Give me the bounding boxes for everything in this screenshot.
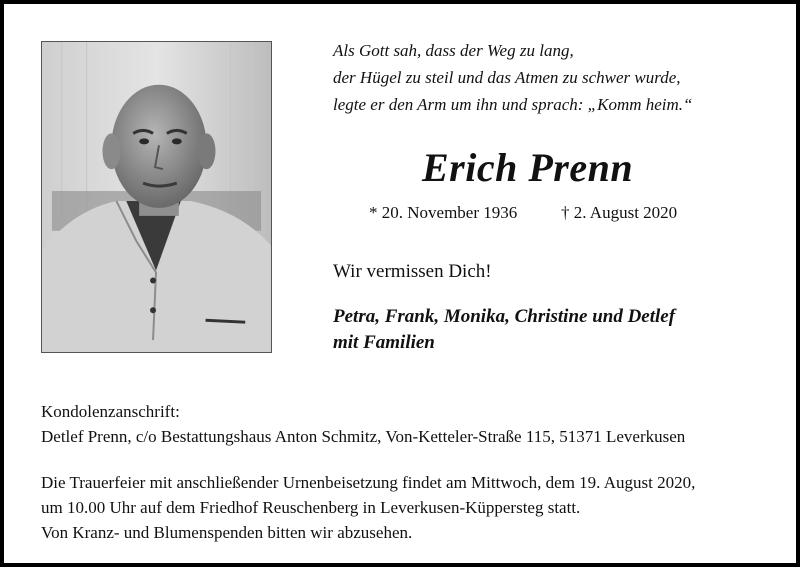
death-date: † 2. August 2020 [561,203,678,222]
ceremony-line: Von Kranz- und Blumenspenden bitten wir abzusehen. [41,523,413,542]
quote-line: der Hügel zu steil und das Atmen zu schwer wurde, [333,68,681,87]
birth-date: * 20. November 1936 [369,203,518,222]
family-line: Petra, Frank, Monika, Christine und Detlef [333,306,676,327]
quote-line: Als Gott sah, dass der Weg zu lang, [333,41,574,60]
family-signature [333,304,675,356]
condolence-address-block [41,399,685,449]
ceremony-line: um 10.00 Uhr auf dem Friedhof Reuschenberg in Leverkusen-Küppersteg statt. [41,498,581,517]
condolence-address: Detlef Prenn, c/o Bestattungshaus Anton Schmitz, Von-Ketteler-Straße 115, 51371 Leverkusen [41,427,686,446]
ceremony-info [41,470,695,545]
poem-quote [333,37,693,118]
quote-line: legte er den Arm um ihn und sprach: „Komm heim.“ [333,95,693,114]
family-line: mit Familien [333,332,435,353]
miss-you-text: Wir vermissen Dich! [333,261,492,282]
portrait-image [42,42,271,352]
condolence-label: Kondolenzanschrift: [41,402,180,421]
portrait-photo [41,41,272,353]
deceased-name: Erich Prenn [422,145,634,190]
ceremony-line: Die Trauerfeier mit anschließender Urnenbeisetzung findet am Mittwoch, dem 19. August 2020, [41,473,696,492]
